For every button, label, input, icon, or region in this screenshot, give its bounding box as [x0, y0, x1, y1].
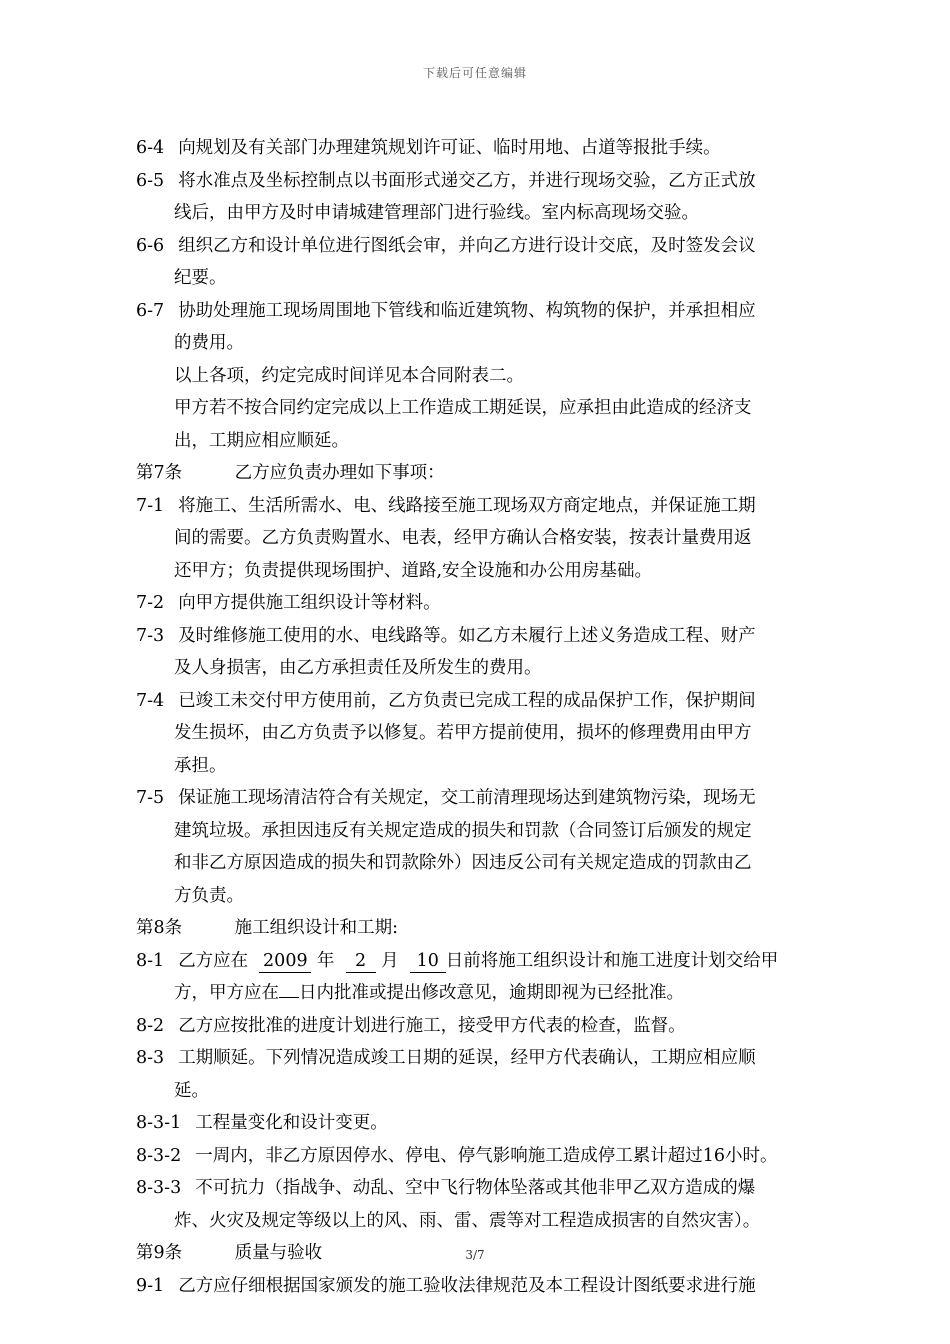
- clause-item: [136, 457, 826, 490]
- clause-text-continuation: 还甲方；负责提供现场围护、道路,安全设施和办公用房基础。: [174, 560, 653, 581]
- clause-item: [136, 1270, 826, 1303]
- clause-label: 7-5: [136, 788, 165, 808]
- clause-label: 8-3: [136, 1048, 165, 1068]
- clause-text-continuation: 承担。: [174, 755, 227, 776]
- clause-list-part1: [136, 132, 826, 945]
- clause-label: 6-7: [136, 300, 165, 321]
- clause-item: [136, 1042, 826, 1107]
- clause-text: 向甲方提供施工组织设计等材料。: [178, 593, 441, 613]
- clause-text: 乙方应按批准的进度计划进行施工，接受甲方代表的检查，监督。: [178, 1015, 686, 1036]
- clause-8-1: [136, 945, 826, 1010]
- clause-text-continuation: 及人身损害，由乙方承担责任及所发生的费用。: [174, 658, 542, 678]
- clause-text: 组织乙方和设计单位进行图纸会审，并向乙方进行设计交底，及时签发会议: [178, 235, 756, 256]
- clause-text: 已竣工未交付甲方使用前，乙方负责已完成工程的成品保护工作，保护期间: [178, 690, 756, 711]
- clause-item: [136, 685, 826, 783]
- clause-item: [136, 230, 826, 295]
- clause-text-continuation: 纪要。: [174, 268, 227, 288]
- clause-text: 保证施工现场清洁符合有关规定，交工前清理现场达到建筑物污染，现场无: [178, 788, 756, 808]
- clause-text: 一周内，非乙方原因停水、停电、停气影响施工造成停工累计超过16小时。: [195, 1145, 778, 1166]
- clause-label: 8-1: [136, 950, 165, 971]
- clause-label: 第8条: [136, 918, 183, 938]
- clause-text-continuation: 延。: [174, 1080, 209, 1101]
- clause-text: 将水准点及坐标控制点以书面形式递交乙方，并进行现场交验，乙方正式放: [178, 170, 756, 191]
- clause-item: [136, 620, 826, 685]
- clause-item: [136, 132, 826, 165]
- day-blank: 10: [410, 950, 446, 973]
- clause-label: 6-6: [136, 235, 165, 256]
- clause-item: [136, 912, 826, 945]
- clause-label: 7-3: [136, 625, 165, 646]
- clause-label: 8-3-3: [136, 1178, 182, 1198]
- clause-text-continuation: 建筑垃圾。承担因违反有关规定造成的损失和罚款（合同签订后颁发的规定: [174, 820, 752, 841]
- clause-text-continuation: 炸、火灾及规定等级以上的风、雨、雷、震等对工程造成损害的自然灾害）。: [174, 1210, 761, 1231]
- clause-label: 第9条: [136, 1243, 183, 1263]
- clause-item: [136, 1010, 826, 1043]
- clause-text: 向规划及有关部门办理建筑规划许可证、临时用地、占道等报批手续。: [178, 138, 721, 158]
- clause-label: 8-2: [136, 1015, 165, 1036]
- clause-label: 8-3-2: [136, 1145, 182, 1166]
- clause-item: [136, 1107, 826, 1140]
- clause-label: 6-5: [136, 170, 165, 191]
- clause-text: 协助处理施工现场周围地下管线和临近建筑物、构筑物的保护，并承担相应: [178, 300, 756, 321]
- clause-label: 9-1: [136, 1275, 165, 1296]
- clause-label: 7-4: [136, 690, 165, 711]
- clause-item: [136, 782, 826, 912]
- paragraph-text: 甲方若不按合同约定完成以上工作造成工期延误，应承担由此造成的经济支: [174, 398, 752, 418]
- clause-text-continuation: 线后，由甲方及时申请城建管理部门进行验线。室内标高现场交验。: [174, 203, 699, 223]
- clause-item: [136, 360, 826, 393]
- clause-text-continuation: 间的需要。乙方负责购置水、电表，经甲方确认合格安装，按表计量费用返: [174, 528, 752, 548]
- clause-text: 将施工、生活所需水、电、线路接至施工现场双方商定地点，并保证施工期: [178, 495, 756, 516]
- clause-item: [136, 1140, 826, 1173]
- clause-text: 乙方应负责办理如下事项：: [234, 463, 445, 483]
- clause-label: 7-2: [136, 593, 165, 613]
- month-blank: 2: [346, 950, 376, 973]
- clause-item: [136, 392, 826, 457]
- clause-text: 不可抗力（指战争、动乱、空中飞行物体坠落或其他非甲乙双方造成的爆: [195, 1178, 756, 1198]
- clause-text-continuation: 的费用。: [174, 333, 244, 353]
- days-blank: [279, 997, 299, 998]
- clause-text-continuation: 出，工期应相应顺延。: [174, 430, 349, 451]
- clause-item: [136, 295, 826, 360]
- clause-text: 施工组织设计和工期:: [234, 918, 399, 938]
- clause-item: [136, 1172, 826, 1237]
- paragraph-text: 以上各项，约定完成时间详见本合同附表二。: [174, 365, 524, 386]
- clause-text-continuation: 方，甲方应在 日内批准或提出修改意见，逾期即视为已经批准。: [174, 983, 684, 1003]
- clause-item: [136, 165, 826, 230]
- page-number: 3/7: [465, 1248, 485, 1262]
- document-body: [136, 132, 826, 1302]
- clause-text: 工程量变化和设计变更。: [195, 1113, 388, 1133]
- clause-text-continuation: 和非乙方原因造成的损失和罚款除外）因违反公司有关规定造成的罚款由乙: [174, 853, 752, 873]
- clause-text: 乙方应在 2009 年 2 月 10 日前将施工组织设计和施工进度计划交给甲: [178, 950, 779, 971]
- clause-label: 8-3-1: [136, 1113, 182, 1133]
- clause-text: 乙方应仔细根据国家颁发的施工验收法律规范及本工程设计图纸要求进行施: [178, 1275, 756, 1296]
- clause-text-continuation: 发生损坏，由乙方负责予以修复。若甲方提前使用，损坏的修理费用由甲方: [174, 723, 752, 743]
- clause-text-continuation: 方负责。: [174, 885, 244, 906]
- clause-text: 及时维修施工使用的水、电线路等。如乙方未履行上述义务造成工程、财产: [178, 625, 756, 646]
- clause-text: 工期顺延。下列情况造成竣工日期的延误，经甲方代表确认，工期应相应顺: [178, 1048, 756, 1068]
- clause-item: [136, 490, 826, 588]
- year-blank: 2009: [259, 950, 311, 973]
- clause-label: 7-1: [136, 495, 165, 516]
- clause-text: 质量与验收: [234, 1243, 323, 1263]
- clause-label: 第7条: [136, 463, 183, 483]
- page-header: 下载后可任意编辑: [422, 66, 527, 80]
- clause-item: [136, 587, 826, 620]
- clause-label: 6-4: [136, 138, 165, 158]
